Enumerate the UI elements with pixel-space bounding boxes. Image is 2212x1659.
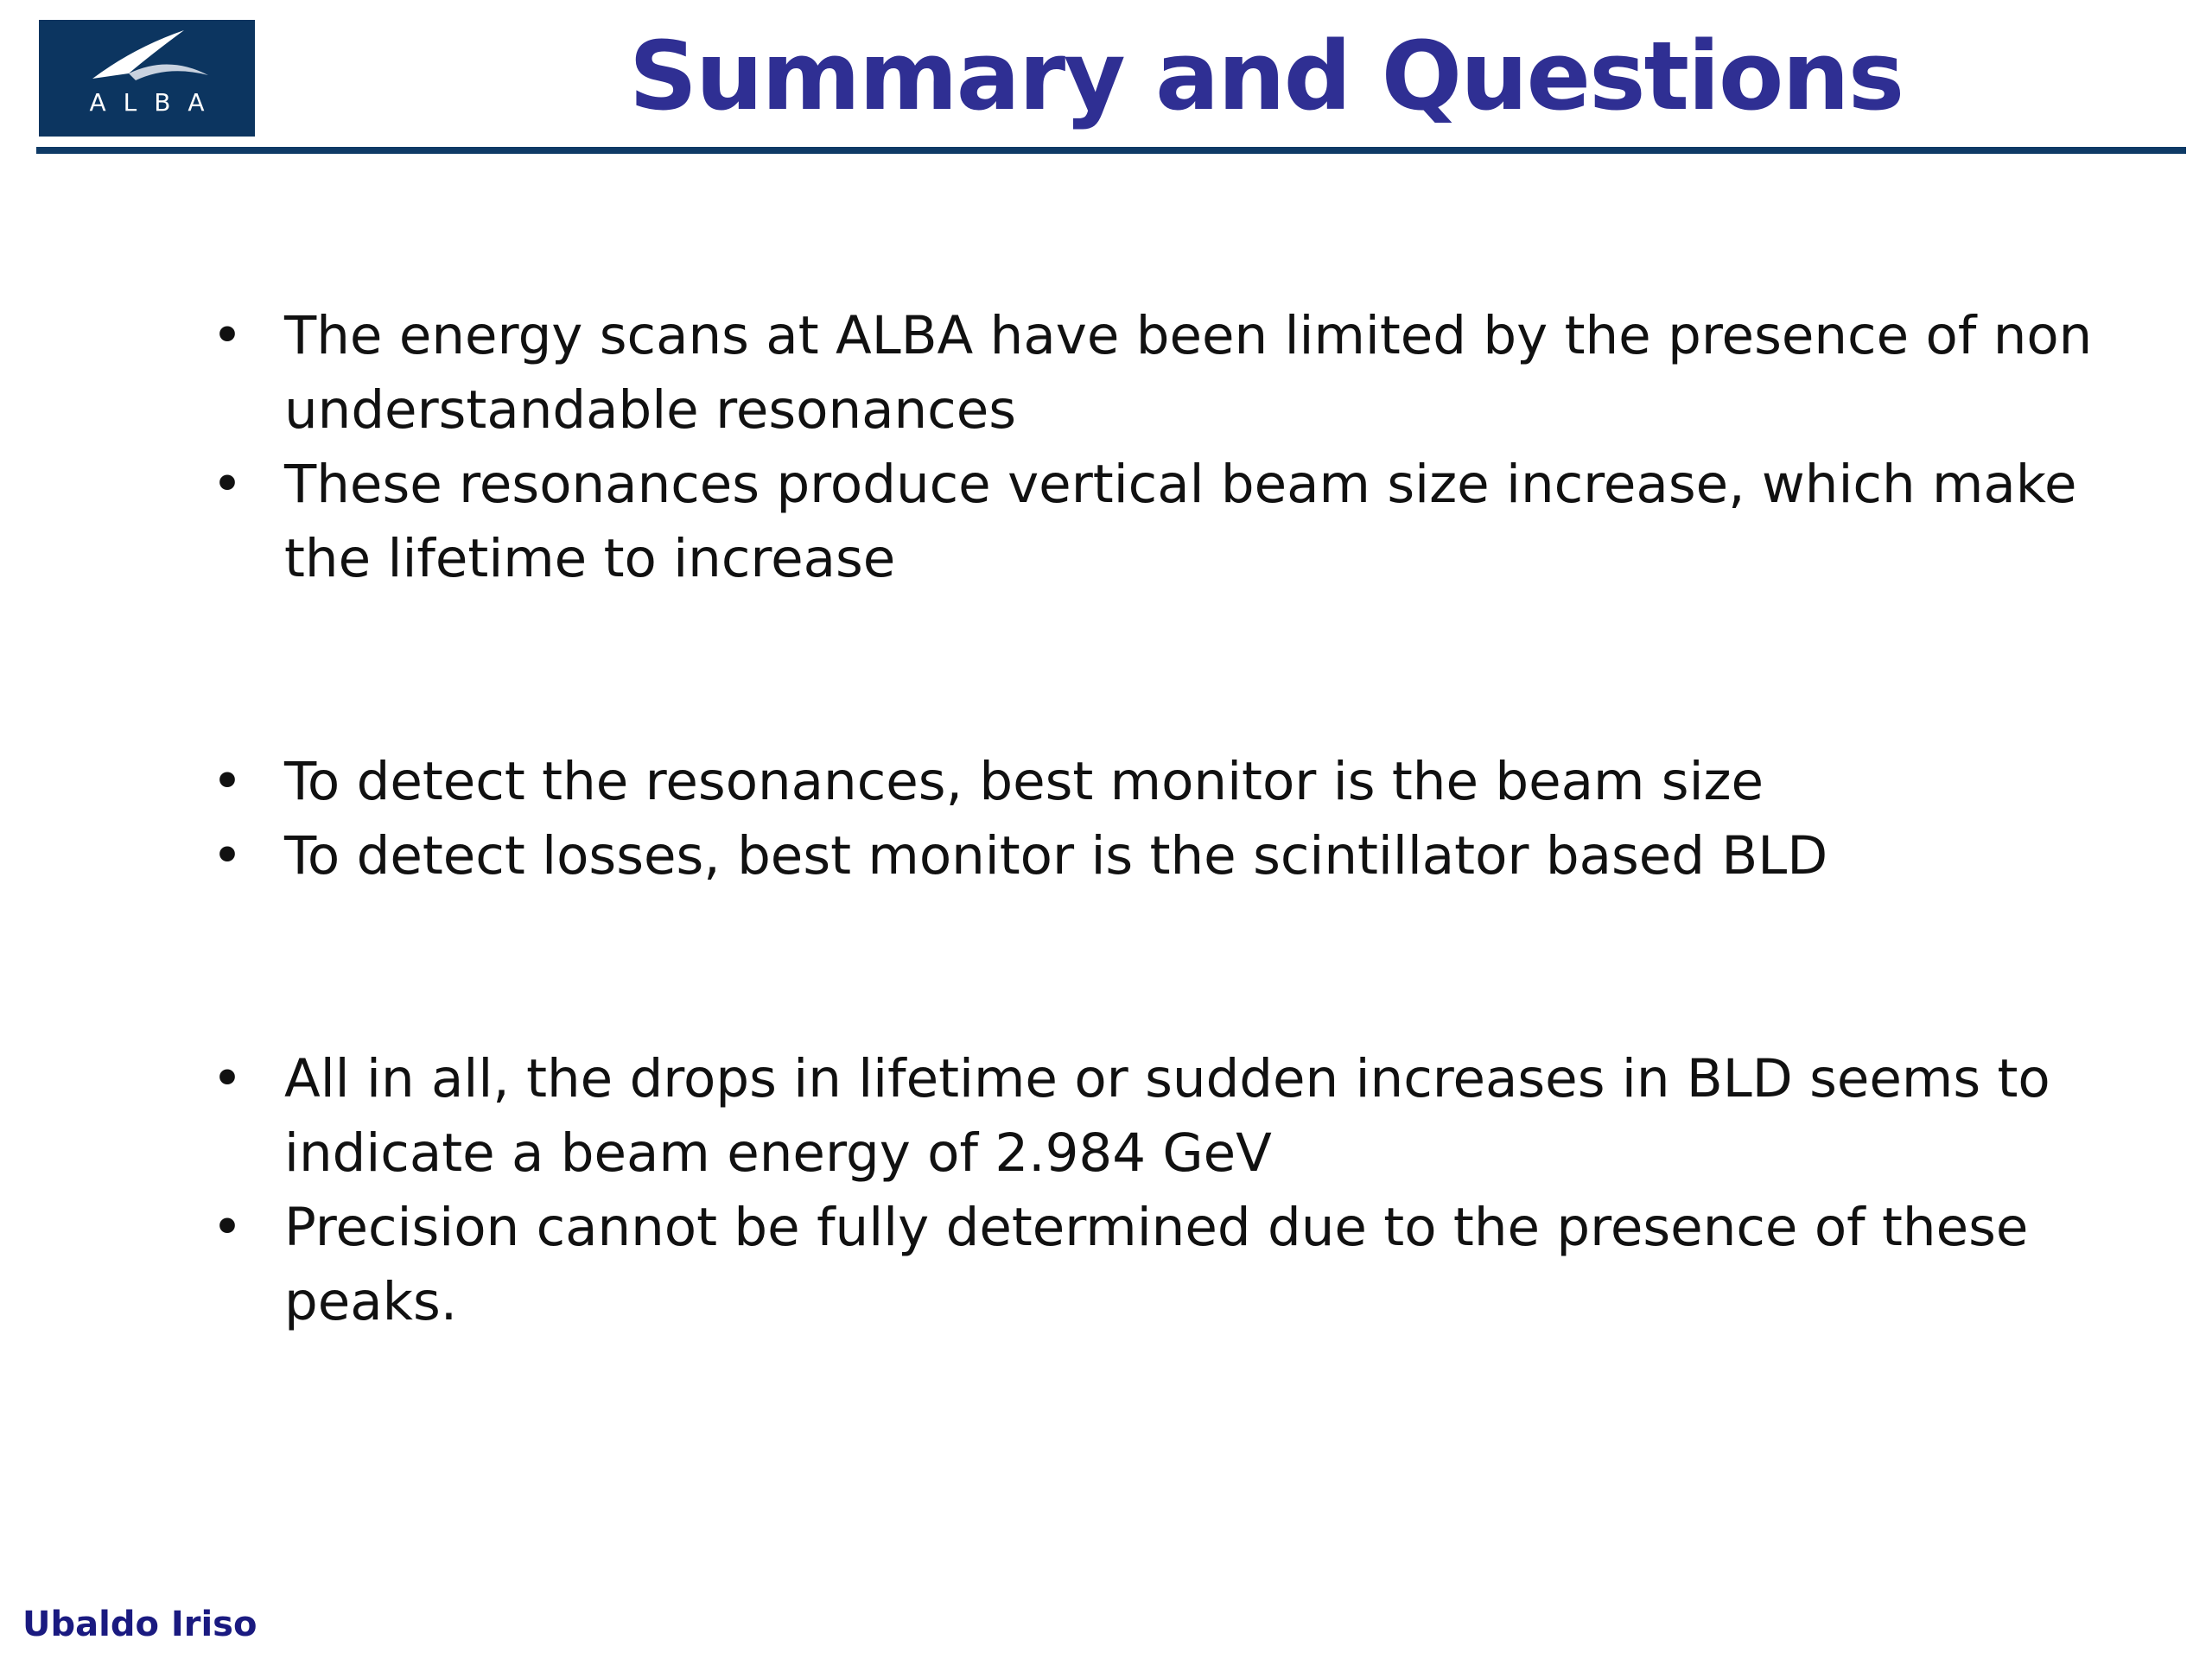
bullet-item xyxy=(212,745,2113,819)
bullet-marker: • xyxy=(212,454,243,515)
bullet-text: To detect the resonances, best monitor is the beam size xyxy=(284,751,1764,812)
bullet-text: The energy scans at ALBA have been limited by the presence of non understandable resonances xyxy=(284,305,2093,441)
logo-text: ALBA xyxy=(89,88,222,117)
bullet-text: All in all, the drops in lifetime or sudden increases in BLD seems to indicate a beam energy of 2.984 GeV xyxy=(284,1048,2050,1184)
bullet-text: These resonances produce vertical beam size increase, which make the lifetime to increase xyxy=(284,454,2077,589)
bullet-text: Precision cannot be fully determined due to the presence of these peaks. xyxy=(284,1197,2029,1332)
bullet-item xyxy=(212,1042,2113,1191)
bullet-marker: • xyxy=(212,751,243,812)
bullet-item xyxy=(212,448,2113,596)
bullet-marker: • xyxy=(212,1048,243,1109)
bullet-item xyxy=(212,1191,2113,1339)
bullet-item xyxy=(212,299,2113,448)
footer-author: Ubaldo Iriso xyxy=(22,1605,257,1644)
bullet-marker: • xyxy=(212,1197,243,1258)
bullet-marker: • xyxy=(212,825,243,887)
bullet-item xyxy=(212,819,2113,893)
bullet-marker: • xyxy=(212,305,243,366)
bullet-text: To detect losses, best monitor is the scintillator based BLD xyxy=(284,825,1828,887)
slide-title: Summary and Questions xyxy=(628,21,1904,131)
